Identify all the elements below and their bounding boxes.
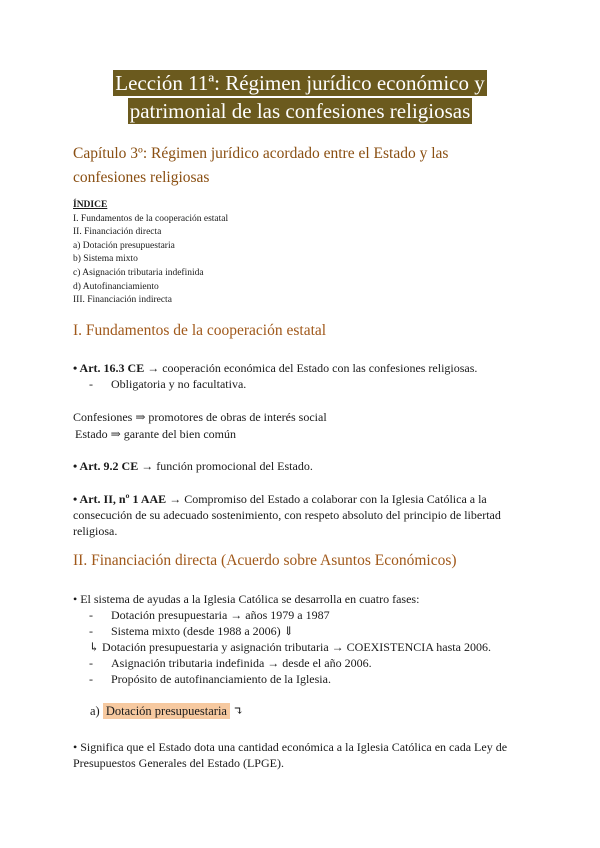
toc-item: II. Financiación directa [73, 227, 162, 238]
dash-bullet: - [89, 624, 93, 638]
lesson-title-line-2: patrimonial de las confesiones religiosas [129, 99, 471, 123]
lesson-title [0, 70, 600, 126]
chapter-title-line-2: confesiones religiosas [73, 169, 210, 186]
toc-item: d) Autofinanciamiento [73, 281, 159, 292]
aae-text: → Compromiso del Estado a colaborar con la Iglesia Católica a la consecución de su adecuado sostenimiento, con respeto absoluto del principio de libertad religiosa. [73, 492, 501, 538]
phase-3 [73, 655, 513, 671]
art-16-3-sub [73, 376, 513, 392]
toc-item: III. Financiación indirecta [73, 295, 172, 306]
chapter-title-line-1: Capítulo 3º: Régimen jurídico acordado entre el Estado y las [73, 145, 449, 162]
down-arrow-icon: ↴ [233, 704, 244, 718]
subsection-a-heading [90, 703, 244, 719]
phase-2-detail: ↳ Dotación presupuestaria y asignación tributaria → COEXISTENCIA hasta 2006. [89, 640, 491, 654]
phase-1 [73, 607, 513, 623]
dash-bullet: - [89, 656, 93, 670]
dash-bullet: - [89, 377, 93, 391]
dash-bullet: - [89, 608, 93, 622]
art-16-3-sub-text: Obligatoria y no facultativa. [111, 377, 247, 391]
phase-1-text: Dotación presupuestaria → años 1979 a 1987 [111, 608, 330, 622]
phase-2-text: Sistema mixto (desde 1988 a 2006) ⇓ [111, 624, 294, 638]
phase-4 [73, 671, 513, 687]
phase-3-text: Asignación tributaria indefinida → desde el año 2006. [111, 656, 372, 670]
art-9-2-paragraph [73, 458, 513, 474]
art-9-2-text: → función promocional del Estado. [138, 459, 313, 473]
toc-item: c) Asignación tributaria indefinida [73, 267, 204, 278]
subsection-a-title: Dotación presupuestaria [103, 703, 230, 719]
aae-ref: • Art. II, nº 1 AAE [73, 492, 167, 506]
art-16-3-paragraph [73, 360, 513, 376]
phase-4-text: Propósito de autofinanciamiento de la Iglesia. [111, 672, 331, 686]
art-16-3-text: → cooperación económica del Estado con las confesiones religiosas. [144, 361, 478, 375]
section-1-heading: I. Fundamentos de la cooperación estatal [73, 322, 327, 339]
section-2-intro: • El sistema de ayudas a la Iglesia Católica se desarrolla en cuatro fases: [73, 592, 420, 606]
toc-item: b) Sistema mixto [73, 254, 138, 265]
toc-item: I. Fundamentos de la cooperación estatal [73, 213, 229, 224]
aae-paragraph [73, 491, 505, 539]
significa-paragraph: • Significa que el Estado dota una cantidad económica a la Iglesia Católica en cada Ley de Presupuestos Generales del Estado (LPGE). [73, 740, 508, 770]
lesson-title-line-1: Lección 11ª: Régimen jurídico económico y [115, 71, 485, 95]
section-2-heading: II. Financiación directa (Acuerdo sobre Asuntos Económicos) [73, 552, 457, 569]
toc-heading: ÍNDICE [73, 200, 108, 210]
dash-bullet: - [89, 672, 93, 686]
art-16-3-ref: • Art. 16.3 CE [73, 361, 145, 375]
subsection-a-label: a) [90, 704, 100, 718]
chapter-title [73, 142, 543, 190]
phase-2 [73, 623, 513, 639]
toc-item: a) Dotación presupuestaria [73, 240, 175, 251]
confesiones-line: Confesiones ⇒ promotores de obras de interés social [73, 410, 327, 424]
estado-line: Estado ⇒ garante del bien común [75, 427, 237, 441]
art-9-2-ref: • Art. 9.2 CE [73, 459, 139, 473]
table-of-contents [73, 199, 228, 308]
